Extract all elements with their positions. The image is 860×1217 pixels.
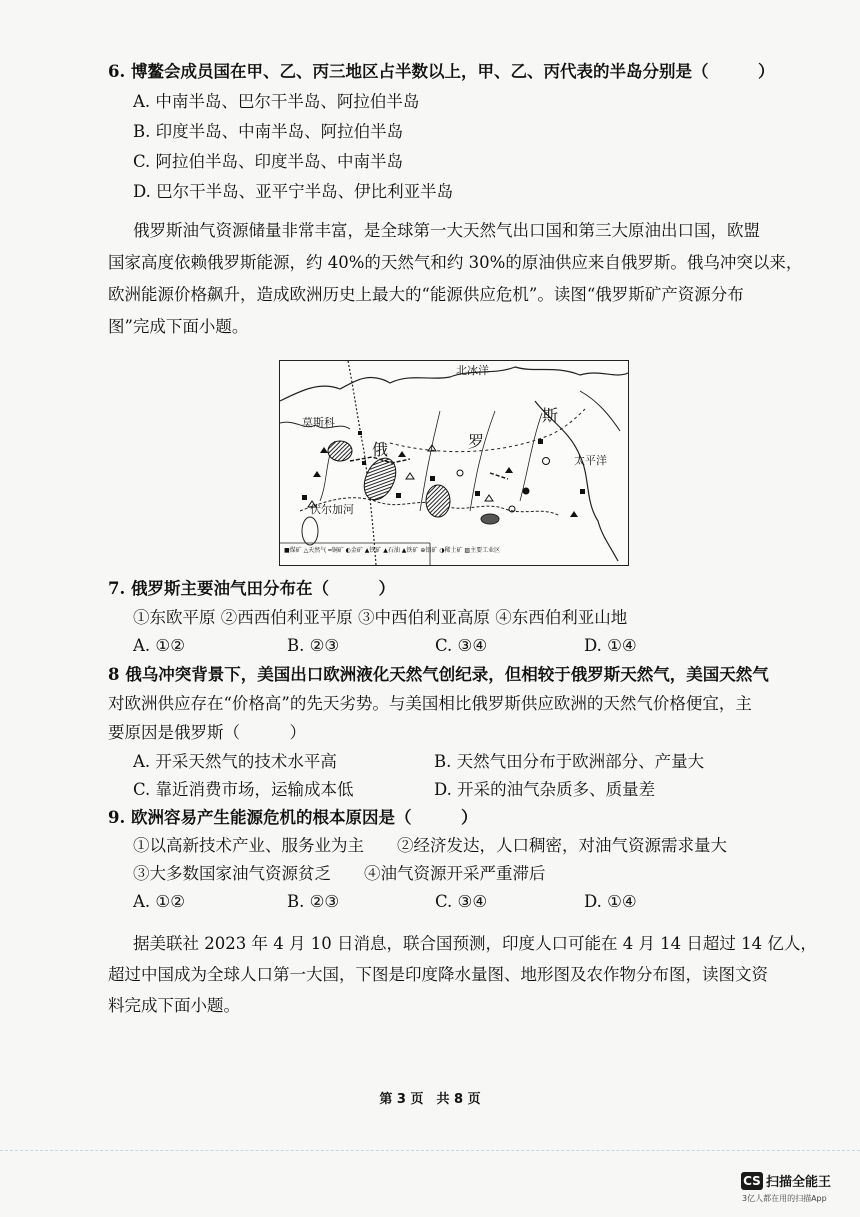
q7-option-c: C. ③④ (435, 636, 488, 655)
q9-item-line-2: ③大多数国家油气资源贫乏 ④油气资源开采严重滞后 (133, 864, 546, 883)
q6-option-c: C. 阿拉伯半岛、印度半岛、中南半岛 (133, 152, 404, 171)
q8-option-a: A. 开采天然气的技术水平高 (133, 752, 337, 771)
map-label-moscow: 莫斯科 (302, 416, 335, 429)
q9-stem: 9. 欧洲容易产生能源危机的根本原因是（ ） (108, 808, 478, 827)
q8-stem-line-3: 要原因是俄罗斯（ ） (108, 723, 306, 742)
q7-stem: 7. 俄罗斯主要油气田分布在（ ） (108, 579, 395, 598)
q7-option-b: B. ②③ (287, 636, 340, 655)
camscanner-tagline: 3亿人都在用的扫描App (742, 1194, 827, 1203)
q9-option-b: B. ②③ (287, 892, 340, 911)
map-label-volga: 伏尔加河 (310, 503, 354, 516)
russia-mineral-map (279, 360, 629, 566)
page-number: 第 3 页 共 8 页 (379, 1092, 481, 1107)
q8-option-c: C. 靠近消费市场，运输成本低 (133, 780, 354, 799)
passage2-line-2: 超过中国成为全球人口第一大国，下图是印度降水量图、地形图及农作物分布图，读图文资 (108, 965, 768, 984)
oil-region-east-europe (328, 441, 352, 461)
q9-option-c: C. ③④ (435, 892, 488, 911)
map-label-si: 斯 (542, 406, 559, 425)
q9-option-a: A. ①② (133, 892, 185, 911)
q6-stem: 6. 博鳌会成员国在甲、乙、丙三地区占半数以上，甲、乙、丙代表的半岛分别是（ ） (108, 62, 775, 81)
q6-option-b: B. 印度半岛、中南半岛、阿拉伯半岛 (133, 122, 404, 141)
camscanner-logo-icon: CS (741, 1172, 763, 1190)
map-label-luo: 罗 (468, 432, 485, 451)
q8-option-d: D. 开采的油气杂质多、质量差 (434, 780, 656, 799)
oil-region-west-siberia (358, 453, 402, 505)
q9-item-line-1: ①以高新技术产业、服务业为主 ②经济发达，人口稠密，对油气资源需求量大 (133, 836, 727, 855)
map-label-e: 俄 (372, 440, 389, 459)
scan-divider (0, 1150, 860, 1151)
q7-items: ①东欧平原 ②西西伯利亚平原 ③中西伯利亚高原 ④东西伯利亚山地 (133, 608, 628, 627)
map-label-pacific: 太平洋 (574, 454, 607, 467)
passage1-line-4: 图”完成下面小题。 (108, 317, 249, 336)
camscanner-logo (741, 1170, 831, 1190)
passage1-line-1: 俄罗斯油气资源储量非常丰富，是全球第一大天然气出口国和第三大原油出口国，欧盟 (133, 221, 760, 240)
q9-option-d: D. ①④ (584, 892, 637, 911)
passage1-line-3: 欧洲能源价格飙升，造成欧洲历史上最大的“能源供应危机”。读图“俄罗斯矿产资源分布 (108, 285, 744, 304)
map-label-arctic: 北冰洋 (456, 364, 489, 377)
passage2-line-1: 据美联社 2023 年 4 月 10 日消息，联合国预测，印度人口可能在 4 月 14 日超过 14 亿人， (133, 934, 817, 953)
passage2-line-3: 料完成下面小题。 (108, 996, 240, 1015)
passage1-line-2: 国家高度依赖俄罗斯能源，约 40%的天然气和约 30%的原油供应来自俄罗斯。俄乌冲突以来， (108, 253, 803, 272)
oil-region-central (426, 485, 450, 517)
q8-stem-line-1: 8 俄乌冲突背景下，美国出口欧洲液化天然气创纪录，但相较于俄罗斯天然气，美国天然气 (108, 665, 769, 684)
map-legend: ■煤矿 △天然气 ━铜矿 ◐金矿 ▲铁矿 ▲石油 ▲铁矿 ⊕铝矿 ◑稀土矿 ▨主要工业区 (284, 547, 501, 554)
q7-option-d: D. ①④ (584, 636, 637, 655)
camscanner-name: 扫描全能王 (766, 1175, 832, 1190)
q8-option-b: B. 天然气田分布于欧洲部分、产量大 (434, 752, 705, 771)
q6-option-a: A. 中南半岛、巴尔干半岛、阿拉伯半岛 (133, 92, 420, 111)
q8-stem-line-2: 对欧洲供应存在“价格高”的先天劣势。与美国相比俄罗斯供应欧洲的天然气价格便宜，主 (108, 694, 752, 713)
q7-option-a: A. ①② (133, 636, 185, 655)
q6-option-d: D. 巴尔干半岛、亚平宁半岛、伊比利亚半岛 (133, 182, 454, 201)
